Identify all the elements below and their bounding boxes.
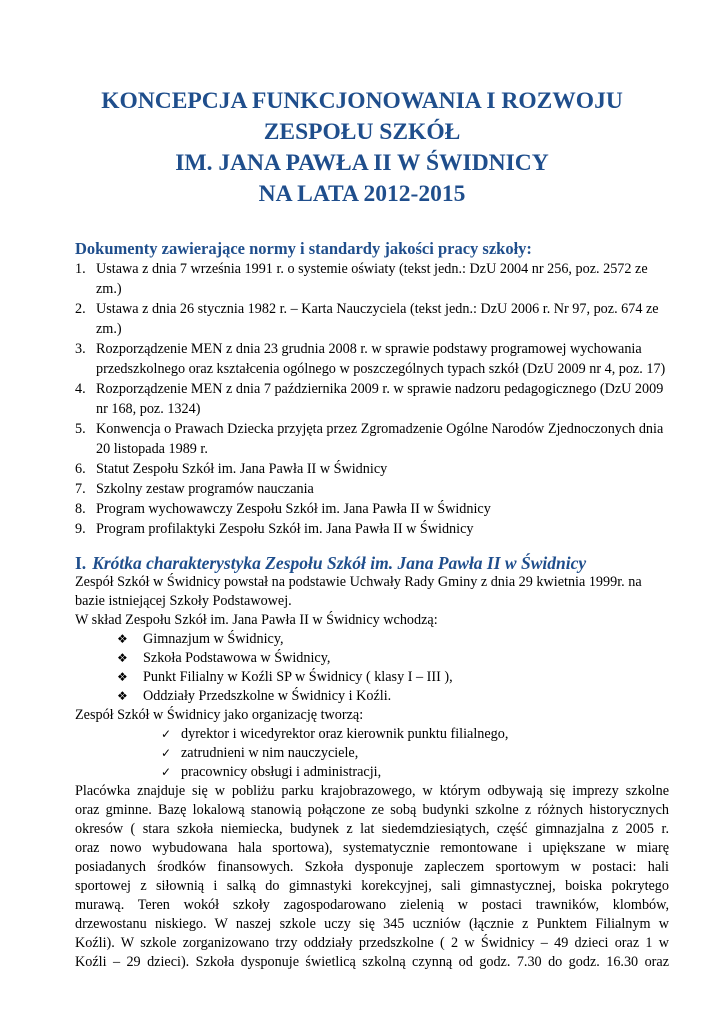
paragraph-line: oraz gminne. Bazę lokalową stanowią połączone ze sobą budynki szkolne z różnych historycznych — [75, 802, 669, 818]
list-item — [75, 479, 675, 499]
list-text: Rozporządzenie MEN z dnia 23 grudnia 2008 r. w sprawie podstawy programowej wychowania przedszkolnego oraz kształcenia ogólnego w poszczególnych typach szkół (DzU 2009 nr 4, poz. 17) — [96, 341, 666, 377]
title-line: ZESPOŁU SZKÓŁ — [263, 119, 461, 145]
list-text: dyrektor i wicedyrektor oraz kierownik punktu filialnego, — [181, 726, 509, 742]
list-item — [75, 519, 675, 539]
list-text: pracownicy obsługi i administracji, — [181, 764, 382, 780]
paragraph-line: Koźli). W szkole zorganizowano trzy oddziały przedszkolne ( 2 w Świdnicy – 49 dzieci oraz 1 w — [75, 935, 669, 951]
list-text: zatrudnieni w nim nauczyciele, — [181, 745, 359, 761]
documents-heading: Dokumenty zawierające normy i standardy jakości pracy szkoły: — [75, 239, 532, 258]
list-number: 7. — [75, 481, 86, 497]
composition-list — [75, 630, 669, 706]
paragraph-line: posiadanych środków finansowych. Szkoła dysponuje zapleczem sportowym w postaci: hali — [75, 859, 669, 875]
list-text: Szkolny zestaw programów nauczania — [96, 481, 314, 497]
title-line: KONCEPCJA FUNKCJONOWANIA I ROZWOJU — [101, 88, 623, 114]
list-number: 8. — [75, 501, 86, 517]
diamond-bullet-icon: ❖ — [117, 670, 128, 684]
list-item — [75, 725, 669, 744]
list-number: 4. — [75, 381, 86, 397]
description-paragraph — [75, 782, 669, 972]
title-line: NA LATA 2012-2015 — [258, 181, 466, 207]
list-item — [75, 744, 669, 763]
list-text: Szkoła Podstawowa w Świdnicy, — [143, 650, 331, 666]
intro-paragraph: Zespół Szkół w Świdnicy powstał na podstawie Uchwały Rady Gminy z dnia 29 kwietnia 1999r. na bazie istniejącej Szkoły Podstawowej. — [75, 574, 642, 609]
organization-list — [75, 725, 669, 782]
paragraph-line: okresów ( stara szkoła niemiecka, budynek z lat siedemdziesiątych, część gimnazjalna z 2005 r. — [75, 821, 669, 837]
list-item — [75, 499, 675, 519]
diamond-bullet-icon: ❖ — [117, 632, 128, 646]
diamond-bullet-icon: ❖ — [117, 651, 128, 665]
list-number: 5. — [75, 421, 86, 437]
list-item — [75, 763, 669, 782]
organization-intro: Zespół Szkół w Świdnicy jako organizację tworzą: — [75, 707, 364, 723]
list-item — [75, 649, 669, 668]
paragraph-line: Placówka znajduje się w pobliżu parku krajobrazowego, w którym odbywają się imprezy szkolne — [75, 783, 669, 799]
paragraph-line: drzewostanu niskiego. W naszej szkole uczy się 345 uczniów (łącznie z Punktem Filialnym w — [75, 916, 669, 932]
section-number: I. — [75, 553, 87, 573]
diamond-bullet-icon: ❖ — [117, 689, 128, 703]
list-text: Gimnazjum w Świdnicy, — [143, 631, 284, 647]
list-number: 6. — [75, 461, 86, 477]
document-title — [40, 86, 684, 210]
section-title: Krótka charakterystyka Zespołu Szkół im. Jana Pawła II w Świdnicy — [92, 553, 587, 573]
composition-intro: W skład Zespołu Szkół im. Jana Pawła II w Świdnicy wchodzą: — [75, 612, 438, 628]
list-text: Program wychowawczy Zespołu Szkół im. Jana Pawła II w Świdnicy — [96, 501, 491, 517]
list-text: Ustawa z dnia 26 stycznia 1982 r. – Karta Nauczyciela (tekst jedn.: DzU 2006 r. Nr 97, poz. 674 ze zm.) — [96, 301, 659, 337]
list-item — [75, 259, 675, 299]
list-text: Program profilaktyki Zespołu Szkół im. Jana Pawła II w Świdnicy — [96, 521, 474, 537]
list-number: 2. — [75, 301, 86, 317]
list-item — [75, 630, 669, 649]
paragraph-line: Koźli – 29 dzieci). Szkoła dysponuje świetlicą szkolną czynną od godz. 7.30 do godz. 16.30 oraz — [75, 954, 669, 970]
list-item — [75, 459, 675, 479]
section-body — [75, 573, 669, 972]
list-text: Rozporządzenie MEN z dnia 7 października 2009 r. w sprawie nadzoru pedagogicznego (DzU 2009 nr 168, poz. 1324) — [96, 381, 664, 417]
list-number: 3. — [75, 341, 86, 357]
list-item — [75, 419, 675, 459]
documents-list — [75, 259, 675, 539]
title-line: IM. JANA PAWŁA II W ŚWIDNICY — [175, 150, 549, 176]
list-text: Statut Zespołu Szkół im. Jana Pawła II w Świdnicy — [96, 461, 388, 477]
list-text: Ustawa z dnia 7 września 1991 r. o systemie oświaty (tekst jedn.: DzU 2004 nr 256, poz. 2572 ze zm.) — [96, 261, 648, 297]
list-item — [75, 668, 669, 687]
list-item — [75, 379, 675, 419]
list-number: 9. — [75, 521, 86, 537]
list-item — [75, 339, 675, 379]
paragraph-line: murawą. Teren wokół szkoły zagospodarowano zielenią w postaci trawników, klombów, — [75, 897, 669, 913]
list-text: Punkt Filialny w Koźli SP w Świdnicy ( klasy I – III ), — [143, 669, 453, 685]
paragraph-line: sportowej z siłownią i salką do gimnastyki korekcyjnej, sali gimnastycznej, boiska pokrytego — [75, 878, 669, 894]
checkmark-icon: ✓ — [161, 765, 172, 779]
checkmark-icon: ✓ — [161, 727, 172, 741]
list-number: 1. — [75, 261, 86, 277]
list-text: Konwencja o Prawach Dziecka przyjęta przez Zgromadzenie Ogólne Narodów Zjednoczonych dnia 20 listopada 1989 r. — [96, 421, 664, 457]
checkmark-icon: ✓ — [161, 746, 172, 760]
list-text: Oddziały Przedszkolne w Świdnicy i Koźli. — [143, 688, 392, 704]
paragraph-line: oraz nowo wybudowana hala sportowa), systematycznie remontowane i upiększane w miarę — [75, 840, 669, 856]
list-item — [75, 299, 675, 339]
list-item — [75, 687, 669, 706]
section-heading — [75, 553, 586, 573]
